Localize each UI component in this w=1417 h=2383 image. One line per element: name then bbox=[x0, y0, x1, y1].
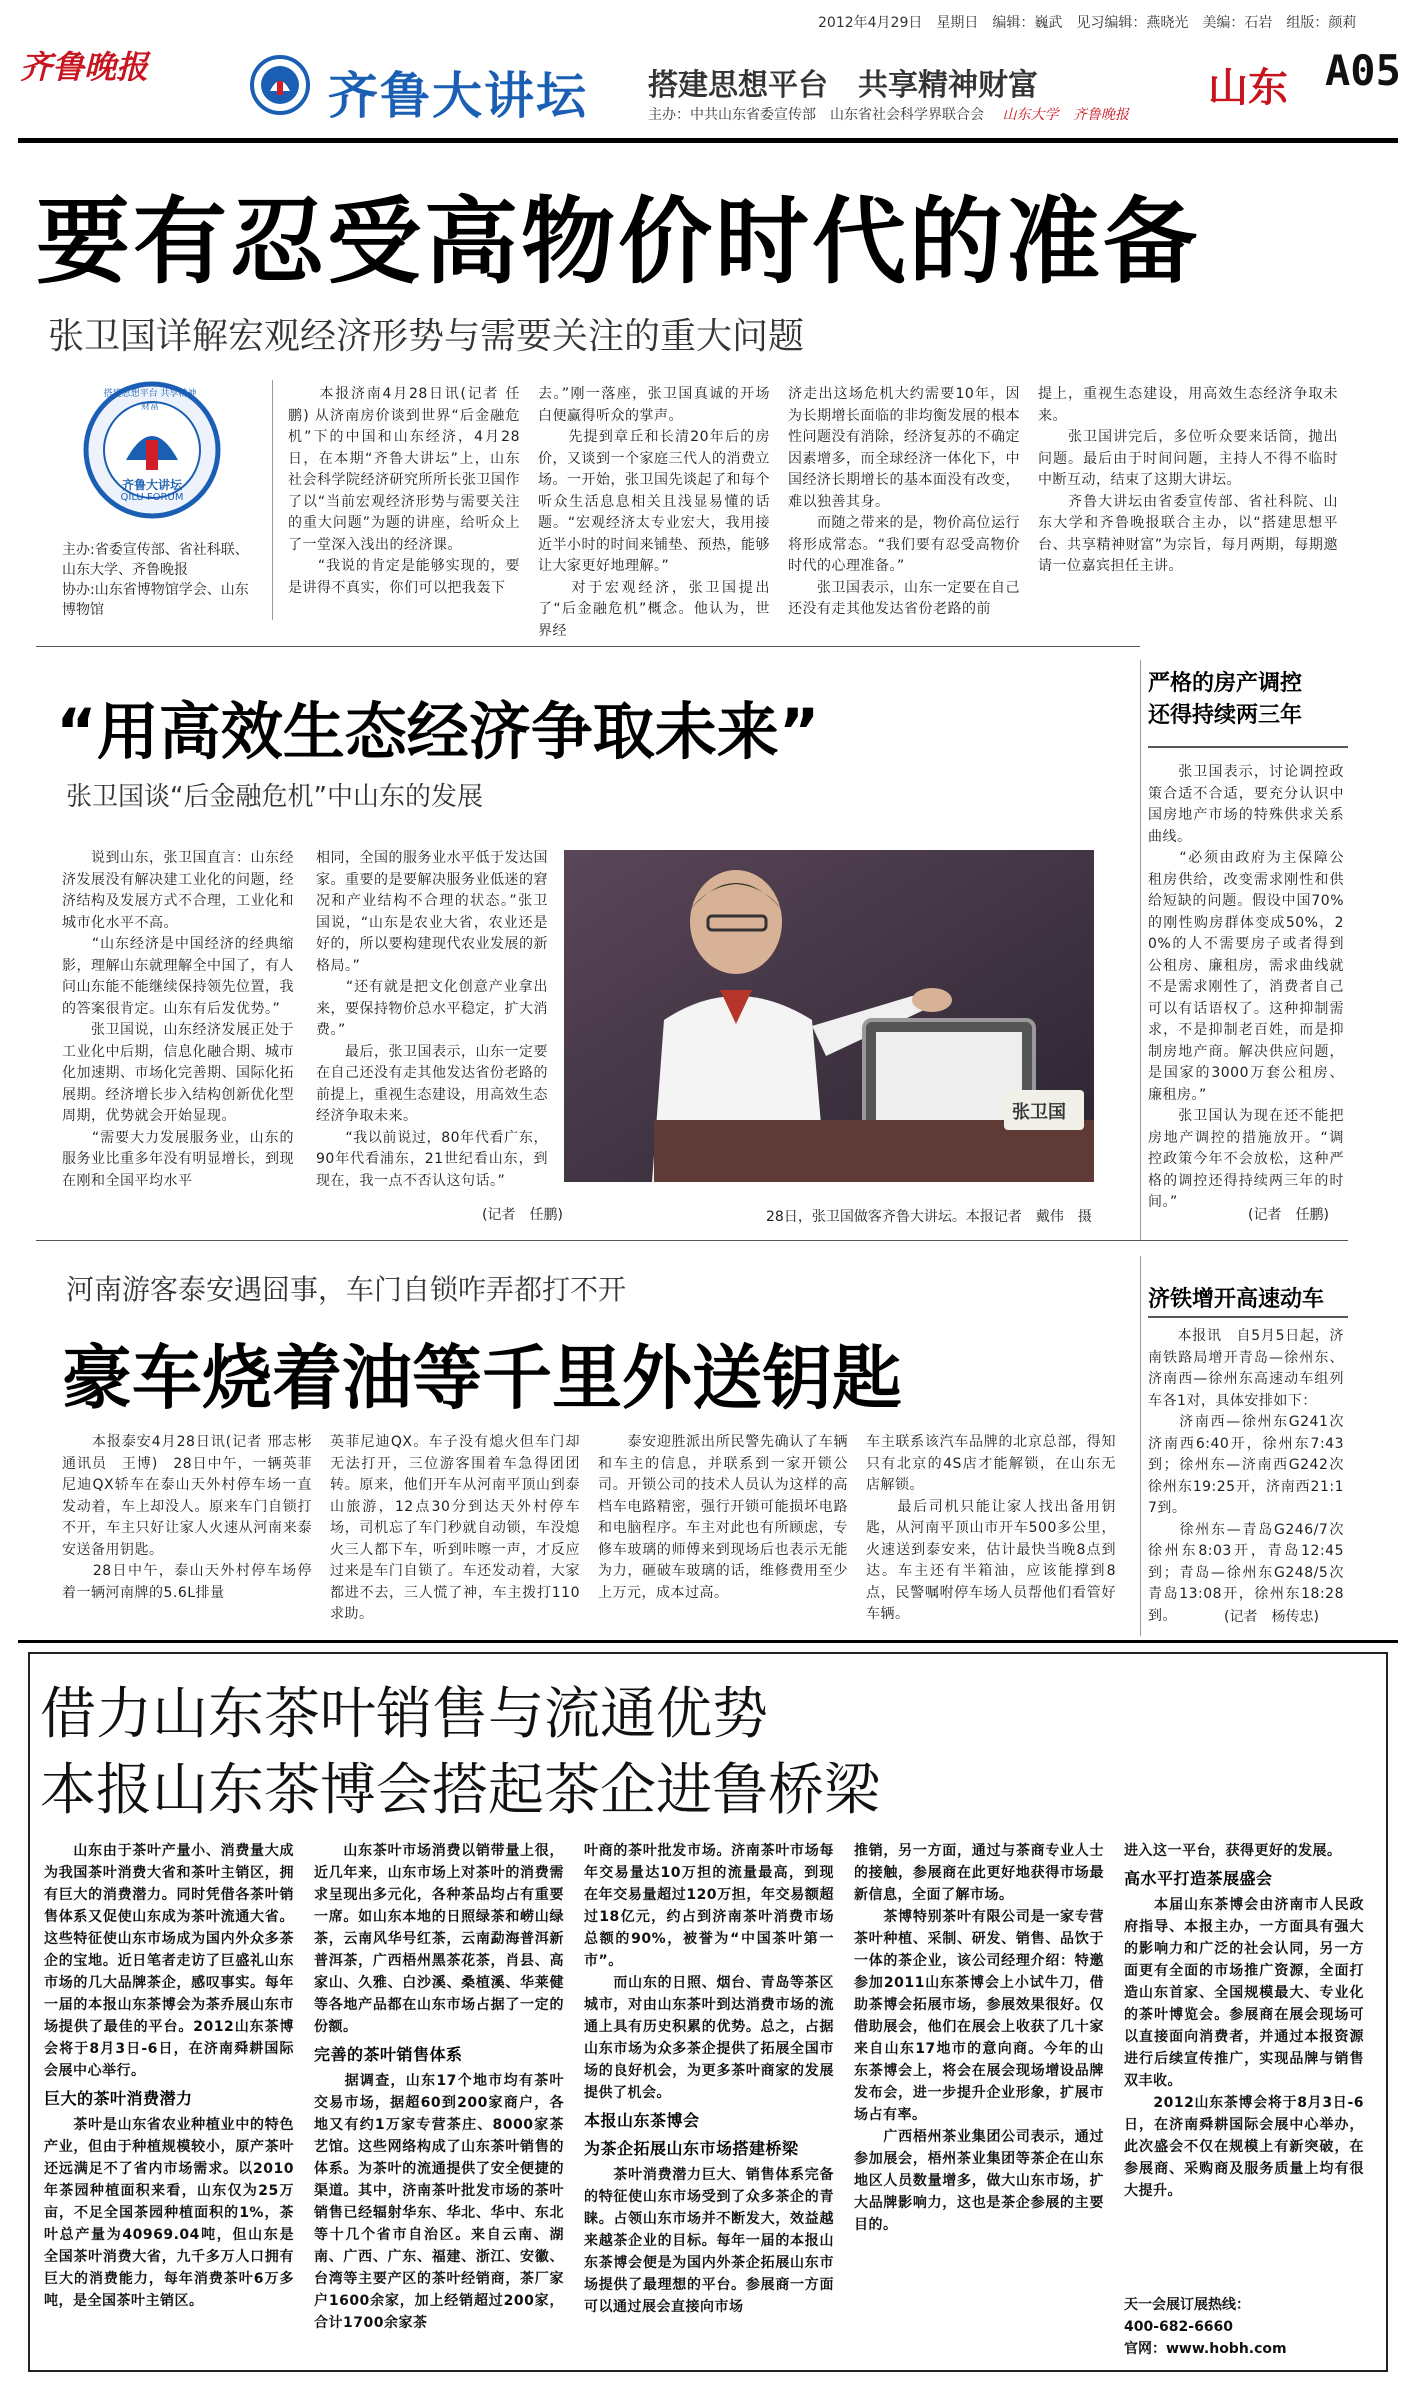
tea-column-1 bbox=[44, 1840, 294, 2312]
tea-col1-intro: 山东由于茶叶产量小、消费量大成为我国茶叶消费大省和茶叶主销区，拥有巨大的消费潜力。同时凭借各茶叶销售体系又促使山东成为茶叶流通大省。这些特征使山东市场成为国内外众多茶企的宝地。近日笔者走访了巨盛礼山东市场的几大品牌茶企，感叹事实。每年一届的本报山东茶博会为茶乔展山东市场提供了最佳的平台。2012山东茶博会将于8月3日-6日，在济南舜耕国际会展中心举行。 bbox=[44, 1843, 294, 2079]
organizers-text: 主办：中共山东省委宣传部 山东省社会科学界联合会 bbox=[648, 107, 984, 123]
section-label: 山东 bbox=[1208, 65, 1288, 111]
car-column-1: 本报泰安4月28日讯(记者 邢志彬 通讯员 王博) 28日中午，一辆英菲尼迪QX轿车在泰山天外村停车场一直发动着，车上却没人。原来车门自锁打不开，车主只好让家人火速从河南来泰安送备用钥匙。 28日中午，泰山天外村停车场停着一辆河南牌的5.6L排量 bbox=[62, 1434, 312, 1601]
speaker-photo bbox=[564, 850, 1094, 1182]
sidebar-rail-byline: (记者 杨传忠) bbox=[1224, 1609, 1319, 1625]
lead-divider bbox=[272, 380, 273, 620]
tea-col5-body: 本届山东茶博会由济南市人民政府指导、本报主办，一方面具有强大的影响力和广泛的社会认同，另一方面更有全面的市场推广资源，全面打造山东首家、全国规模最大、专业化的茶叶博览会。参展商在展会现场可以直接面向消费者，并通过本报资源进行后续宣传推广，实现品牌与销售双丰收。 2012山东茶博会将于8月3日-6日，在济南舜耕国际会展中心举办，此次盛会不仅在规模上有新突破，在参展商、采购商及服务质量上均有很大提升。 bbox=[1124, 1897, 1364, 2199]
tea-contact-phone: 400-682-6660 bbox=[1124, 2319, 1234, 2335]
partner-qilu-evening-news: 齐鲁晚报 bbox=[1072, 107, 1129, 123]
second-byline: (记者 任鹏) bbox=[482, 1207, 563, 1223]
logo-ring-text: 搭建思想平台 共享精神财富 bbox=[103, 389, 197, 412]
organizers bbox=[648, 104, 1129, 124]
lead-column-4: 提上，重视生态建设，用高效生态经济争取未来。 张卫国讲完后，多位听众要来话筒，抛出问题。最后由于时间问题，主持人不得不临时中断互动，结束了这期大讲坛。 齐鲁大讲坛由省委宣传部、省社科院、山东大学和齐鲁晚报联合主办，以“搭建思想平台、共享精神财富”为宗旨，每月两期，每期邀请一位嘉宾担任主讲。 bbox=[1038, 386, 1338, 574]
sidebar-housing-body: 张卫国表示，讨论调控政策合适不合适，要充分认识中国房地产市场的特殊供求关系曲线。 “必须由政府为主保障公租房供给，改变需求刚性和供给短缺的问题。假设中国70%的刚性购房群体变成50%，20%的人不需要房子或者得到公租房、廉租房，需求曲线就不是需求刚性了，消费者自己可以有话语权了。这种抑制需求，不是抑制老百姓，而是抑制房地产商。解决供应问题，是国家的3000万套公租房、廉租房。” 张卫国认为现在还不能把房地产调控的措施放开。“调控政策今年不会放松，这种严格的调控还得持续两三年的时间。” bbox=[1148, 764, 1344, 1210]
tea-col2-intro: 山东茶叶市场消费以销带量上很，近几年来，山东市场上对茶叶的消费需求呈现出多元化，各种茶品均占有重要一席。如山东本地的日照绿茶和崂山绿茶，云南风华号红茶，云南勐海普洱新普洱茶，广西梧州黑茶花茶，肖县、高家山、久雅、白沙溪、桑植溪、华莱健等各地产品都在山东市场占据了一定的份额。 bbox=[314, 1843, 564, 2035]
sidebar-rail-rule bbox=[1148, 1316, 1348, 1318]
slogan: 搭建思想平台 共享精神财富 bbox=[648, 68, 1038, 103]
partner-shandong-university: 山东大学 bbox=[1002, 107, 1059, 123]
tea-col2-heading: 完善的茶叶销售体系 bbox=[314, 2045, 463, 2064]
sidebar-rail-body: 本报讯 自5月5日起，济南铁路局增开青岛—徐州东、济南西—徐州东高速动车组列车各1对，具体安排如下： 济南西—徐州东G241次济南西6:40开，徐州东7:43到；徐州东—济南西G242次徐州东19:25开，济南西21:17到。 徐州东—青岛G246/7次徐州东8:03开，青岛12:45到；青岛—徐州东G248/5次青岛13:08开，徐州东18:28到。 bbox=[1148, 1328, 1344, 1624]
second-headline: “用高效生态经济争取未来” bbox=[56, 695, 820, 768]
lead-column-1: 本报济南4月28日讯(记者 任鹏) 从济南房价谈到世界“后金融危机”下的中国和山东经济，4月28日，在本期“齐鲁大讲坛”上，山东社会科学院经济研究所所长张卫国作了以“当前宏观经济形势与需要关注的重大问题”为题的讲座，给听众上了一堂深入浅出的经济课。 “我说的肯定是能够实现的，要是讲得不真实，你们可以把我轰下 bbox=[288, 386, 520, 596]
car-column-2: 英菲尼迪QX。车子没有熄火但车门却无法打开，三位游客围着车急得团团转。原来，他们开车从河南平顶山到泰山旅游，12点30分到达天外村停车场，司机忘了车门秒就自动锁，车没熄火三人都下车，听到咔嚓一声，才反应过来是车门自锁了。车还发动着，大家都进不去，三人慌了神，车主拨打110求助。 bbox=[330, 1434, 580, 1622]
paper-logo: 齐鲁晚报 bbox=[20, 48, 149, 86]
tea-contact-label: 天一会展订展热线： bbox=[1124, 2297, 1250, 2313]
photo-nameplate: 张卫国 bbox=[1012, 1102, 1066, 1123]
tea-contact bbox=[1124, 2294, 1364, 2360]
tea-col5-heading: 高水平打造茶展盛会 bbox=[1124, 1869, 1273, 1888]
lead-column-2: 去。”刚一落座，张卫国真诚的开场白便赢得听众的掌声。 先提到章丘和长清20年后的房价，又谈到一个家庭三代人的消费立场。一开始，张卫国先谈起了和每个听众生活息息相关且浅显易懂的话题。“宏观经济太专业宏大，我用接近半小时的时间来铺垫、预热，能够让大家更好地理解。” 对于宏观经济，张卫国提出了“后金融危机”概念。他认为，世界经 bbox=[538, 386, 770, 639]
car-kicker: 河南游客泰安遇囧事，车门自锁咋弄都打不开 bbox=[66, 1273, 627, 1306]
tea-column-4: 推销，另一方面，通过与茶商专业人士的接触，参展商在此更好地获得市场最新信息，全面了解市场。 茶博特别茶叶有限公司是一家专营茶叶种植、采制、研发、销售、品饮于一体的茶企业，该公司经理介绍：特邀参加2011山东茶博会上小试牛刀，借助茶博会拓展市场，参展效果很好。仅借助展会，他们在展会上收获了几十家来自山东17地市的意向商。今年的山东茶博会上，将会在展会现场增设品牌发布会，进一步提升企业形象，扩展市场占有率。 广西梧州茶业集团公司表示，通过参加展会，梧州茶业集团等茶企在山东地区人员数量增多，做大山东市场，扩大品牌影响力，这也是茶企参展的主要目的。 bbox=[854, 1843, 1104, 2233]
sidebar-divider bbox=[1140, 660, 1141, 1240]
rail-divider bbox=[1140, 1256, 1141, 1636]
lead-subhead: 张卫国详解宏观经济形势与需要关注的重大问题 bbox=[48, 316, 805, 357]
lead-bottom-rule bbox=[36, 646, 1140, 647]
tea-title-line-1: 借力山东茶叶销售与流通优势 bbox=[40, 1682, 768, 1747]
tea-column-5 bbox=[1124, 1840, 1364, 2202]
dateline: 2012年4月29日 星期日 编辑：巍武 见习编辑：燕晓光 美编：石岩 组版：颜莉 bbox=[818, 15, 1357, 31]
tea-col3-subheading: 为茶企拓展山东市场搭建桥梁 bbox=[584, 2139, 799, 2158]
car-headline: 豪车烧着油等千里外送钥匙 bbox=[62, 1337, 902, 1419]
tea-col3-body: 茶叶消费潜力巨大、销售体系完备的特征使山东市场受到了众多茶企的青睐。占领山东市场并不断发大，效益越来越茶企业的目标。每年一届的本报山东茶博会便是为国内外茶企拓展山东市场提供了最理想的平台。参展商一方面可以通过展会直接向市场 bbox=[584, 2167, 834, 2315]
tea-column-2 bbox=[314, 1840, 564, 2334]
masthead-rule bbox=[18, 138, 1398, 143]
second-column-1: 说到山东，张卫国直言：山东经济发展没有解决建工业化的问题，经济结构及发展方式不合理，工业化和城市化水平不高。 “山东经济是中国经济的经典缩影，理解山东就理解全中国了，有人问山东能不能继续保持领先位置，我的答案很肯定。山东有后发优势。” 张卫国说，山东经济发展正处于工业化中后期，信息化融合期、城市化加速期、市场化完善期、国际化拓展期。经济增长步入结构创新优化型周期，优势就会开始显现。 “需要大力发展服务业，山东的服务业比重多年没有明显增长，到现在刚和全国平均水平 bbox=[62, 850, 294, 1189]
second-column-2: 相同，全国的服务业水平低于发达国家。重要的是要解决服务业低迷的窘况和产业结构不合理的状态。”张卫国说，“山东是农业大省，农业还是好的，所以要构建现代农业发展的新格局。” “还有就是把文化创意产业拿出来，要保持物价总水平稳定，扩大消费。” 最后，张卫国表示，山东一定要在自己还没有走其他发达省份老路的前提上，重视生态建设，用高效生态经济争取未来。 “我以前说过，80年代看广东，90年代看浦东，21世纪看山东，到现在，我一点不否认这句话。” bbox=[316, 850, 548, 1189]
ad-top-rule bbox=[18, 1640, 1398, 1643]
forum-emblem-icon bbox=[250, 55, 310, 115]
sidebar-housing-headline: 严格的房产调控 还得持续两三年 bbox=[1148, 671, 1303, 728]
tea-column-3 bbox=[584, 1840, 834, 2318]
tea-col3-intro: 叶商的茶叶批发市场。济南茶叶市场每年交易量达10万担的流量最高，到现在年交易量超过120万担，年交易额超过18亿元，约占到济南茶叶消费市场总额的90%，被誉为“中国茶叶第一市”。 而山东的日照、烟台、青岛等茶区城市，对由山东茶叶到达消费市场的流通上具有历史积累的优势。总之，占据山东市场为众多茶企提供了拓展全国市场的良好机会，为更多茶叶商家的发展提供了机会。 bbox=[584, 1843, 834, 2101]
sidebar-rail-headline: 济铁增开高速动车 bbox=[1148, 1287, 1325, 1312]
second-subhead: 张卫国谈“后金融危机”中山东的发展 bbox=[66, 782, 483, 812]
lead-sponsors: 主办:省委宣传部、省社科联、山东大学、齐鲁晚报 协办:山东省博物馆学会、山东博物馆 bbox=[62, 542, 249, 618]
tea-col1-body: 茶叶是山东省农业种植业中的特色产业，但由于种植规模较小，原产茶叶还远满足不了省内市场需求。以2010年茶园种植面积来看，山东仅为25万亩，不足全国茶园种植面积的1%，茶叶总产量为40969.04吨，但山东是全国茶叶消费大省，九千多万人口拥有巨大的消费能力，每年消费茶叶6万多吨，是全国茶叶主销区。 bbox=[44, 2117, 294, 2309]
tea-website: 官网：www.hobh.com bbox=[1124, 2341, 1287, 2357]
mid-rule bbox=[36, 1240, 1348, 1241]
tea-col5-intro: 进入这一平台，获得更好的发展。 bbox=[1124, 1843, 1342, 1859]
page-number: A05 bbox=[1325, 46, 1401, 95]
lead-headline: 要有忍受高物价时代的准备 bbox=[36, 188, 1201, 297]
logo-label-en: QILU FORUM bbox=[120, 492, 184, 503]
tea-col1-heading: 巨大的茶叶消费潜力 bbox=[44, 2089, 193, 2108]
sidebar-housing-byline: (记者 任鹏) bbox=[1248, 1207, 1329, 1223]
car-column-4: 车主联系该汽车品牌的北京总部，得知只有北京的4S店才能解锁，在山东无店解锁。 最后司机只能让家人找出备用钥匙，从河南平顶山市开车500多公里，火速送到泰安来，估计最快当晚8点到达。车主还有半箱油，应该能撑到8点，民警嘱咐停车场人员帮他们看管好车辆。 bbox=[866, 1434, 1116, 1622]
sidebar-housing-rule bbox=[1148, 746, 1348, 748]
logo-label-cn: 齐鲁大讲坛 bbox=[121, 478, 182, 492]
photo-caption: 28日，张卫国做客齐鲁大讲坛。本报记者 戴伟 摄 bbox=[766, 1209, 1092, 1225]
tea-col3-heading: 本报山东茶博会 bbox=[584, 2111, 700, 2130]
tea-col2-body: 据调查，山东17个地市均有茶叶交易市场，据超60到200家商户，各地又有约1万家专营茶庄、8000家茶艺馆。这些网络构成了山东茶叶销售的体系。为茶叶的流通提供了安全便捷的渠道。其中，济南茶叶批发市场的茶叶销售已经辐射华东、华北、华中、东北等十几个省市自治区。来自云南、湖南、广西、广东、福建、浙江、安徽、台湾等主要产区的茶叶经销商，茶厂家户1600余家，加上经销超过200家，合计1700余家茶 bbox=[314, 2073, 564, 2331]
tea-title-line-2: 本报山东茶博会搭起茶企进鲁桥梁 bbox=[40, 1758, 880, 1823]
forum-title: 齐鲁大讲坛 bbox=[328, 67, 588, 125]
car-column-3: 泰安迎胜派出所民警先确认了车辆和车主的信息，并联系到一家开锁公司。开锁公司的技术人员认为这样的高档车电路精密，强行开锁可能损坏电路和电脑程序。车主对此也有所顾虑，专修车玻璃的师傅来到现场后也表示无能为力，砸破车玻璃的话，维修费用至少上万元，成本过高。 bbox=[598, 1434, 848, 1601]
lead-column-3: 济走出这场危机大约需要10年，因为长期增长面临的非均衡发展的根本性问题没有消除，经济复苏的不确定因素增多，而全球经济一体化下，中国经济长期增长的基本面没有改变，难以独善其身。 而随之带来的是，物价高位运行将形成常态。“我们要有忍受高物价时代的心理准备。” 张卫国表示，山东一定要在自己还没有走其他发达省份老路的前 bbox=[788, 386, 1020, 617]
